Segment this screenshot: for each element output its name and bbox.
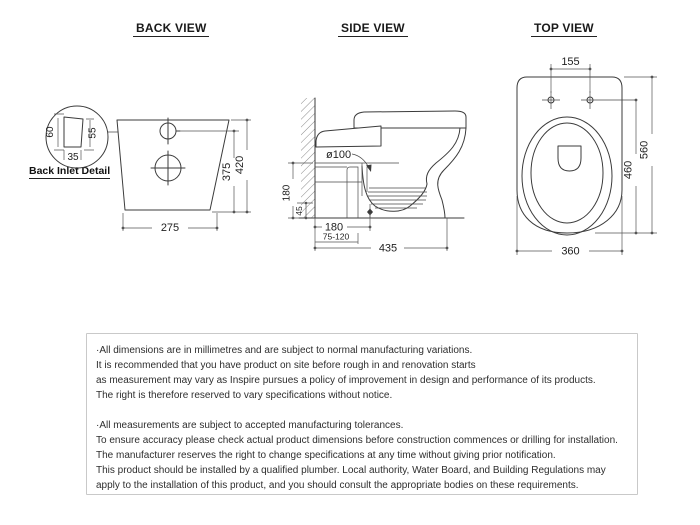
- pan-front-outline: [438, 128, 466, 218]
- disclaimer-line: It is recommended that you have product on site before rough in and renovation starts: [96, 360, 476, 371]
- dim-top-560: 560: [638, 140, 651, 160]
- bowl-outline: [362, 166, 427, 211]
- dim-inlet-55: 55: [87, 127, 99, 139]
- seat-lid-profile: [354, 111, 466, 128]
- dim-top-bolt-155: 155: [561, 56, 580, 68]
- back-shroud-profile: [316, 126, 381, 147]
- dim-side-45: 45: [294, 206, 304, 216]
- paragraph-gap: [96, 403, 629, 418]
- disclaimer-line: ·All dimensions are in millimetres and are subject to normal manufacturing variations.: [96, 345, 473, 356]
- disclaimer-line: ·All measurements are subject to accepted manufacturing tolerances.: [96, 420, 404, 431]
- dim-inlet-35: 35: [67, 152, 79, 163]
- dim-side-180-vertical: 180: [281, 184, 293, 202]
- top-view-title: TOP VIEW: [531, 21, 597, 37]
- disclaimer-line: apply to the installation of this product, and you should consult the appropriate bodies on these requirements.: [96, 480, 579, 491]
- dim-top-width-360: 360: [561, 245, 580, 258]
- disclaimer-line: as measurement may vary as Inspire pursues a policy of improvement in design and performance of its products.: [96, 375, 596, 386]
- disclaimer-line: To ensure accuracy please check actual product dimensions before construction commences or drilling for installation.: [96, 435, 618, 446]
- back-inlet-detail-label: Back Inlet Detail: [29, 165, 111, 177]
- dim-side-depth-435: 435: [378, 242, 398, 255]
- top-view-group: [516, 56, 657, 258]
- dim-side-setout-180: 180: [324, 221, 344, 234]
- disclaimer-line: The right is therefore reserved to vary specifications without notice.: [96, 390, 393, 401]
- dim-top-460: 460: [622, 160, 635, 180]
- dim-inlet-diameter: ø100: [326, 149, 352, 161]
- wall-hatching: [301, 98, 315, 218]
- inlet-lines: [315, 163, 399, 182]
- back-view-title: BACK VIEW: [133, 21, 209, 37]
- disclaimer-box: [86, 333, 638, 495]
- dim-inlet-60: 60: [45, 126, 56, 138]
- side-view-title: SIDE VIEW: [338, 21, 408, 37]
- flush-pipe-lines: [347, 163, 367, 218]
- disclaimer-line: This product should be installed by a qualified plumber. Local authority, Water Board, and Building Regulations may: [96, 465, 606, 476]
- flush-opening: [558, 146, 581, 171]
- dim-side-range-75-120: 75-120: [322, 231, 350, 242]
- dim-back-420: 420: [234, 155, 246, 175]
- pan-front-inner-line: [426, 128, 460, 184]
- back-inlet-opening: [64, 117, 83, 147]
- dim-back-width-275: 275: [160, 222, 180, 234]
- disclaimer-line: The manufacturer reserves the right to change specifications at any time without giving prior notification.: [96, 450, 556, 461]
- side-view-group: [282, 98, 467, 255]
- back-view-group: [45, 106, 251, 234]
- dim-back-375: 375: [221, 162, 233, 182]
